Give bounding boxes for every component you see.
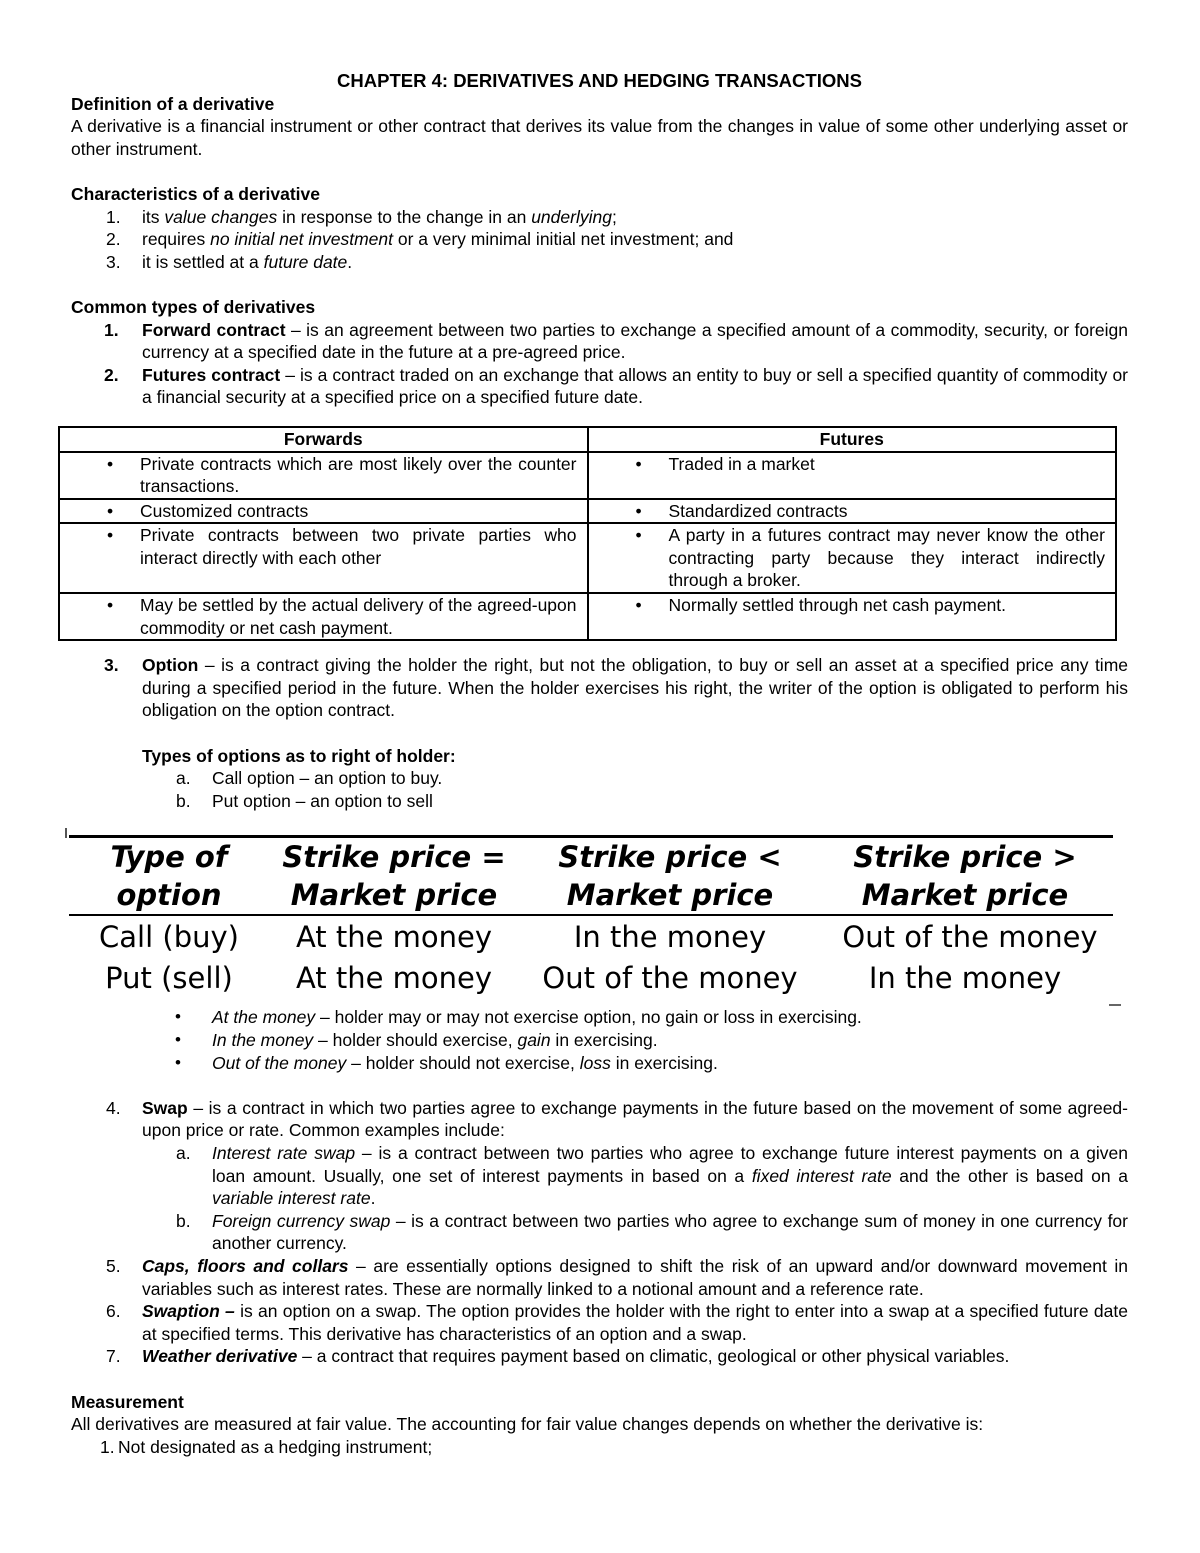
page-title: CHAPTER 4: DERIVATIVES AND HEDGING TRANSACTIONS (337, 70, 862, 91)
table-cell: At the money (295, 961, 493, 996)
list-item: • In the money – holder should exercise, gain in exercising. (71, 1029, 1128, 1052)
table-row: • Private contracts which are most likely over the counter transactions. • Traded in a market (59, 452, 1116, 499)
document-page (71, 70, 1128, 1458)
moneyness-table (65, 828, 1121, 1000)
list-item-option: 3. Option – is a contract giving the holder the right, but not the obligation, to buy or sell an asset at a specified price any time during a specified period in the future. When the holder exercises his right, the writer of the option is obligated to perform his obligation on the option contract. (104, 655, 1128, 721)
list-item: • At the money – holder may or may not exercise option, no gain or loss in exercising. (71, 1006, 1128, 1029)
table-cell: Call (buy) (99, 920, 239, 955)
table-cell: In the money (868, 961, 1062, 996)
list-item: a. Call option – an option to buy. (176, 768, 443, 789)
measurement-heading: Measurement (71, 1391, 184, 1412)
characteristics-heading: Characteristics of a derivative (71, 183, 321, 204)
definition-text: A derivative is a financial instrument or other contract that derives its value from the changes in value of some other underlying asset or other instrument. (71, 116, 1128, 159)
table-cell: Put (sell) (105, 961, 233, 996)
list-item-futures: 2. Futures contract – is a contract traded on an exchange that allows an entity to buy or sell a specified quantity of commodity or a financial security at a specified price on a specified future date. (104, 364, 1128, 408)
table-header: Futures (588, 427, 1117, 452)
definition-heading: Definition of a derivative (71, 93, 275, 114)
table-header: Type of option (110, 840, 228, 913)
list-item: a. Interest rate swap – is a contract between two parties who agree to exchange future interest payments on a given loan amount. Usually, one set of interest payments in based on a fixed interest rate and the other is based on a variable interest rate. (176, 1142, 1129, 1209)
table-header: Strike price < Market price (558, 840, 782, 913)
table-cell: In the money (573, 920, 767, 955)
table-cell: Out of the money (842, 920, 1098, 955)
table-cell: At the money (295, 920, 493, 955)
list-item: b. Put option – an option to sell (176, 790, 433, 811)
option-types-heading: Types of options as to right of holder: (142, 745, 456, 766)
list-item-weather: 7. Weather derivative – a contract that requires payment based on climatic, geological or other physical variables. (106, 1346, 1010, 1367)
list-item-swap: 4. Swap – is a contract in which two parties agree to exchange payments in the future based on the movement of some agreed-upon price or rate. Common examples include: (106, 1097, 1128, 1141)
list-item: 3. it is settled at a future date. (106, 251, 353, 272)
table-header: Strike price > Market price (853, 840, 1077, 913)
list-item: 1. Not designated as a hedging instrument; (100, 1436, 433, 1457)
table-row: • Private contracts between two private parties who interact directly with each other • A party in a futures contract may never know the other contracting party because they interact indirectly through a broker. (59, 523, 1116, 593)
table-cell: Out of the money (542, 961, 798, 996)
table-row: • May be settled by the actual delivery of the agreed-upon commodity or net cash payment. • Normally settled through net cash payment. (59, 593, 1116, 640)
list-item-caps: 5. Caps, floors and collars – are essentially options designed to shift the risk of an upward and/or downward movement in variables such as interest rates. These are normally linked to a notional amount and a reference rate. (106, 1255, 1129, 1299)
list-item: b. Foreign currency swap – is a contract between two parties who agree to exchange sum of money in one currency for another currency. (176, 1210, 1128, 1254)
common-types-heading: Common types of derivatives (71, 296, 316, 317)
measurement-text: All derivatives are measured at fair value. The accounting for fair value changes depends on whether the derivative is: (71, 1414, 984, 1435)
list-item: 1. its value changes in response to the change in an underlying; (106, 206, 617, 227)
list-item: • Out of the money – holder should not exercise, loss in exercising. (71, 1052, 1128, 1075)
table-header: Strike price = Market price (282, 840, 506, 913)
forwards-futures-table (58, 426, 1117, 641)
list-item-swaption: 6. Swaption – is an option on a swap. The option provides the holder with the right to enter into a swap at a specified future date at specified terms. This derivative has characteristics of an option and a swap. (106, 1301, 1128, 1344)
table-row: • Customized contracts • Standardized contracts (59, 499, 1116, 524)
list-item-forward: 1. Forward contract – is an agreement between two parties to exchange a specified amount of a commodity, security, or foreign currency at a specified date in the future at a pre-agreed price. (104, 319, 1128, 363)
list-item: 2. requires no initial net investment or a very minimal initial net investment; and (106, 229, 734, 250)
table-header: Forwards (59, 427, 588, 452)
